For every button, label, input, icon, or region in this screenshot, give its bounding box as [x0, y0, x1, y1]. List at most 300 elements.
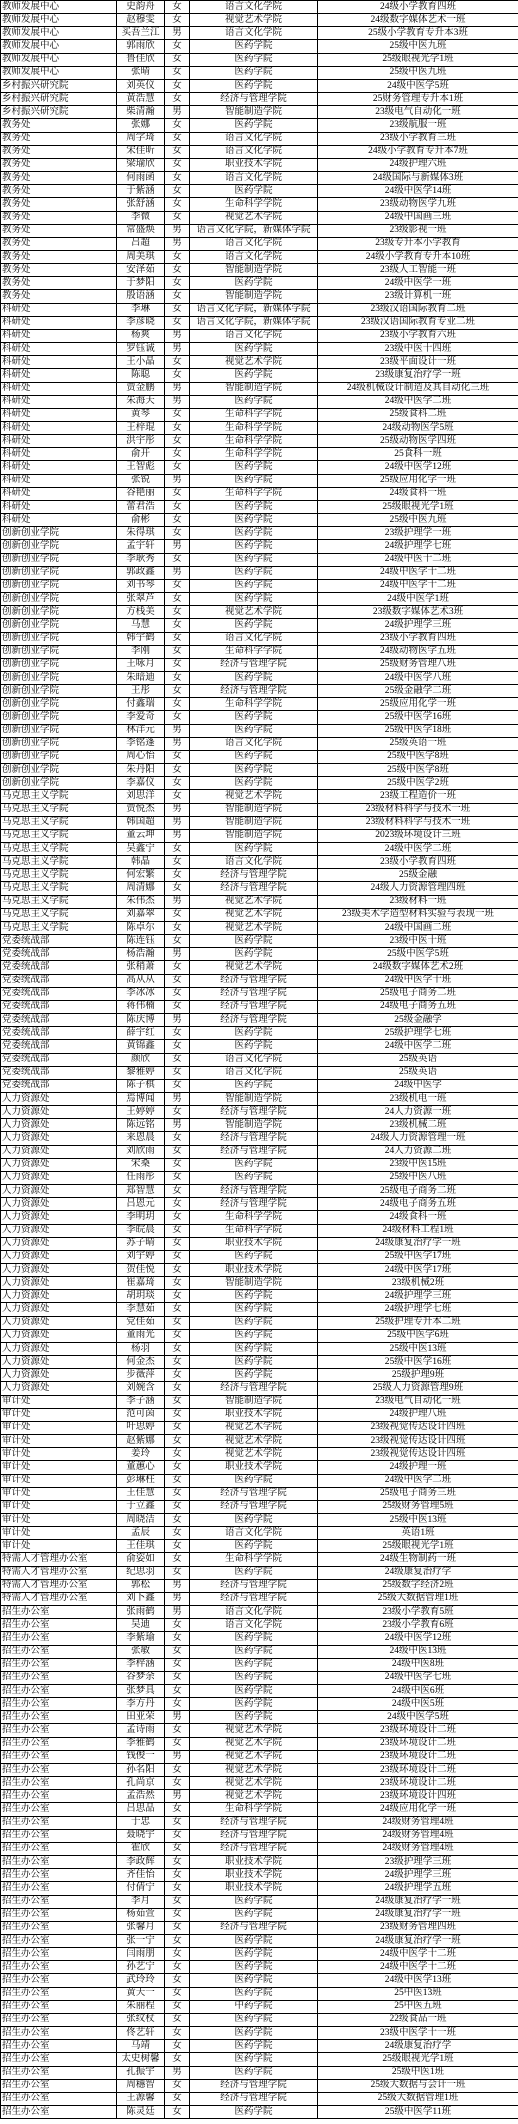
table-row — [1, 1829, 518, 1842]
gender-cell: 女 — [165, 1553, 190, 1566]
department-cell: 科研处 — [1, 435, 117, 448]
gender-cell: 女 — [165, 1737, 190, 1750]
college-cell: 医药学院 — [190, 1369, 318, 1382]
college-cell: 智能制造学院 — [190, 1119, 318, 1132]
college-cell: 医药学院 — [190, 1290, 318, 1303]
college-cell: 视觉艺术学院 — [190, 921, 318, 934]
college-cell: 医药学院 — [190, 1079, 318, 1092]
class-cell: 23级电气自动化一班 — [318, 1395, 518, 1408]
gender-cell: 女 — [165, 1198, 190, 1211]
college-cell: 医药学院 — [190, 1342, 318, 1355]
table-row — [1, 685, 518, 698]
department-cell: 特需人才管理办公室 — [1, 1592, 117, 1605]
college-cell: 视觉艺术学院 — [190, 1737, 318, 1750]
table-row — [1, 1329, 518, 1342]
department-cell: 教务处 — [1, 119, 117, 132]
name-cell: 黄天一 — [117, 1987, 165, 2000]
class-cell: 24级康复治疗学一班 — [318, 1908, 518, 1921]
gender-cell: 女 — [165, 1079, 190, 1092]
college-cell: 医药学院 — [190, 395, 318, 408]
class-cell: 23级专升本小学教育 — [318, 237, 518, 250]
department-cell: 招生办公室 — [1, 2079, 117, 2092]
gender-cell: 女 — [165, 869, 190, 882]
gender-cell: 男 — [165, 803, 190, 816]
table-row — [1, 737, 518, 750]
department-cell: 招生办公室 — [1, 1790, 117, 1803]
name-cell: 陈远铭 — [117, 1119, 165, 1132]
department-cell: 特需人才管理办公室 — [1, 1553, 117, 1566]
gender-cell: 女 — [165, 172, 190, 185]
gender-cell: 女 — [165, 211, 190, 224]
gender-cell: 女 — [165, 1000, 190, 1013]
college-cell: 经济与管理学院 — [190, 2092, 318, 2105]
gender-cell: 男 — [165, 1579, 190, 1592]
class-cell: 25级中医13班 — [318, 1513, 518, 1526]
class-cell: 25中医五班 — [318, 2000, 518, 2013]
table-row — [1, 1185, 518, 1198]
table-row — [1, 2079, 518, 2092]
name-cell: 朱丽程 — [117, 2000, 165, 2013]
gender-cell: 男 — [165, 1711, 190, 1724]
class-cell: 23级护理学一班 — [318, 527, 518, 540]
table-row — [1, 1290, 518, 1303]
college-cell: 医药学院 — [190, 1698, 318, 1711]
gender-cell: 女 — [165, 1724, 190, 1737]
table-row — [1, 895, 518, 908]
class-cell: 23级材料一班 — [318, 895, 518, 908]
table-row — [1, 764, 518, 777]
class-cell: 24级康复治疗学一班 — [318, 1934, 518, 1947]
college-cell: 经济与管理学院 — [190, 93, 318, 106]
college-cell: 经济与管理学院 — [190, 974, 318, 987]
name-cell: 谷艳丽 — [117, 487, 165, 500]
table-row — [1, 1474, 518, 1487]
department-cell: 招生办公室 — [1, 2106, 117, 2119]
college-cell: 视觉艺术学院 — [190, 790, 318, 803]
table-row — [1, 1645, 518, 1658]
class-cell: 25级眼视光学1班 — [318, 53, 518, 66]
college-cell: 生命科学学院 — [190, 487, 318, 500]
class-cell: 25级大数据管理1班 — [318, 2092, 518, 2105]
name-cell: 吴鑫宁 — [117, 843, 165, 856]
college-cell: 医药学院 — [190, 764, 318, 777]
name-cell: 安泽茹 — [117, 264, 165, 277]
name-cell: 杨爽 — [117, 329, 165, 342]
gender-cell: 女 — [165, 2092, 190, 2105]
name-cell: 焉博闻 — [117, 1092, 165, 1105]
name-cell: 史韵舟 — [117, 1, 165, 14]
college-cell: 职业技术学院 — [190, 1869, 318, 1882]
table-row — [1, 1316, 518, 1329]
name-cell: 聂晓宇 — [117, 1829, 165, 1842]
class-cell: 24级国际与新媒体3班 — [318, 172, 518, 185]
gender-cell: 男 — [165, 1606, 190, 1619]
college-cell: 医药学院 — [190, 540, 318, 553]
department-cell: 招生办公室 — [1, 2013, 117, 2026]
gender-cell: 男 — [165, 1092, 190, 1105]
department-cell: 党委统战部 — [1, 935, 117, 948]
table-row — [1, 790, 518, 803]
class-cell: 24级小学教育专升本10班 — [318, 250, 518, 263]
college-cell: 视觉艺术学院 — [190, 14, 318, 27]
department-cell: 创新创业学院 — [1, 553, 117, 566]
name-cell: 王咏月 — [117, 658, 165, 671]
table-row — [1, 1948, 518, 1961]
department-cell: 科研处 — [1, 343, 117, 356]
college-cell: 职业技术学院 — [190, 1408, 318, 1421]
class-cell: 23级小学教育5班 — [318, 1606, 518, 1619]
table-row — [1, 869, 518, 882]
department-cell: 审计处 — [1, 1474, 117, 1487]
class-cell: 23级中医十班 — [318, 935, 518, 948]
department-cell: 招生办公室 — [1, 1763, 117, 1776]
college-cell: 医药学院 — [190, 119, 318, 132]
name-cell: 韩晶 — [117, 856, 165, 869]
department-cell: 教务处 — [1, 198, 117, 211]
table-row — [1, 1132, 518, 1145]
table-row — [1, 1369, 518, 1382]
college-cell: 语言文化学院 — [190, 237, 318, 250]
gender-cell: 女 — [165, 290, 190, 303]
department-cell: 科研处 — [1, 303, 117, 316]
gender-cell: 女 — [165, 1856, 190, 1869]
college-cell: 医药学院 — [190, 1685, 318, 1698]
college-cell: 经济与管理学院 — [190, 987, 318, 1000]
gender-cell: 男 — [165, 737, 190, 750]
class-cell: 23级康复治疗学一班 — [318, 369, 518, 382]
name-cell: 李子涵 — [117, 1395, 165, 1408]
table-row — [1, 750, 518, 763]
department-cell: 招生办公室 — [1, 2027, 117, 2040]
class-cell: 23级环境设计四班 — [318, 1790, 518, 1803]
table-row — [1, 277, 518, 290]
name-cell: 柴清瀚 — [117, 106, 165, 119]
name-cell: 韩国超 — [117, 816, 165, 829]
name-cell: 蕾君浩 — [117, 500, 165, 513]
college-cell: 智能制造学院 — [190, 382, 318, 395]
department-cell: 审计处 — [1, 1487, 117, 1500]
gender-cell: 男 — [165, 329, 190, 342]
class-cell: 24级中医学14班 — [318, 185, 518, 198]
college-cell: 语言文化学院 — [190, 1066, 318, 1079]
gender-cell: 男 — [165, 1790, 190, 1803]
class-cell: 25级中医学11班 — [318, 2106, 518, 2119]
name-cell: 范可茵 — [117, 1408, 165, 1421]
class-cell: 24级中医6班 — [318, 1685, 518, 1698]
gender-cell: 女 — [165, 408, 190, 421]
department-cell: 招生办公室 — [1, 1895, 117, 1908]
department-cell: 人力资源处 — [1, 1237, 117, 1250]
gender-cell: 男 — [165, 237, 190, 250]
department-cell: 教务处 — [1, 185, 117, 198]
class-cell: 23级护理学三班 — [318, 1856, 518, 1869]
class-cell: 23级小学教育四班 — [318, 632, 518, 645]
class-cell: 23级视觉传达设计四班 — [318, 1421, 518, 1434]
department-cell: 教师发展中心 — [1, 40, 117, 53]
gender-cell: 女 — [165, 132, 190, 145]
name-cell: 王佳琪 — [117, 1540, 165, 1553]
name-cell: 来恩晨 — [117, 1132, 165, 1145]
department-cell: 教师发展中心 — [1, 66, 117, 79]
college-cell: 医药学院 — [190, 1908, 318, 1921]
table-row — [1, 1763, 518, 1776]
department-cell: 党委统战部 — [1, 948, 117, 961]
department-cell: 人力资源处 — [1, 1369, 117, 1382]
class-cell: 25级眼视光学1班 — [318, 500, 518, 513]
class-cell: 23级中医学十一班 — [318, 2027, 518, 2040]
department-cell: 人力资源处 — [1, 1277, 117, 1290]
name-cell: 佟艺轩 — [117, 2027, 165, 2040]
class-cell: 24级康复治疗学 — [318, 1566, 518, 1579]
table-row — [1, 1737, 518, 1750]
gender-cell: 女 — [165, 264, 190, 277]
class-cell: 25级中医学18班 — [318, 724, 518, 737]
class-cell: 25级中医学16班 — [318, 711, 518, 724]
name-cell: 张一宁 — [117, 1934, 165, 1947]
department-cell: 招生办公室 — [1, 1948, 117, 1961]
college-cell: 医药学院 — [190, 514, 318, 527]
name-cell: 杨茹萱 — [117, 1908, 165, 1921]
class-cell: 23级环境设计二班 — [318, 1763, 518, 1776]
name-cell: 杨羽 — [117, 1342, 165, 1355]
department-cell: 创新创业学院 — [1, 724, 117, 737]
department-cell: 科研处 — [1, 382, 117, 395]
class-cell: 24级护理六班 — [318, 158, 518, 171]
name-cell: 马靖 — [117, 2040, 165, 2053]
table-row — [1, 948, 518, 961]
department-cell: 招生办公室 — [1, 1908, 117, 1921]
gender-cell: 女 — [165, 843, 190, 856]
department-cell: 科研处 — [1, 422, 117, 435]
name-cell: 李梓涵 — [117, 1658, 165, 1671]
college-cell: 医药学院 — [190, 277, 318, 290]
gender-cell: 女 — [165, 750, 190, 763]
class-cell: 23级中医15班 — [318, 1158, 518, 1171]
department-cell: 招生办公室 — [1, 1777, 117, 1790]
college-cell: 经济与管理学院 — [190, 1106, 318, 1119]
gender-cell: 女 — [165, 619, 190, 632]
name-cell: 刘思洋 — [117, 790, 165, 803]
class-cell: 25级中医九班 — [318, 66, 518, 79]
table-row — [1, 1540, 518, 1553]
gender-cell: 男 — [165, 343, 190, 356]
name-cell: 李爱奇 — [117, 711, 165, 724]
table-row — [1, 777, 518, 790]
department-cell: 人力资源处 — [1, 1092, 117, 1105]
gender-cell: 男 — [165, 224, 190, 237]
college-cell: 语言文化学院 — [190, 172, 318, 185]
class-cell: 23级小学教育六班 — [318, 329, 518, 342]
college-cell: 智能制造学院 — [190, 290, 318, 303]
gender-cell: 女 — [165, 974, 190, 987]
gender-cell: 男 — [165, 895, 190, 908]
gender-cell: 女 — [165, 961, 190, 974]
class-cell: 25级眼视光学1班 — [318, 2053, 518, 2066]
college-cell: 生命科学学院 — [190, 1803, 318, 1816]
table-row — [1, 1895, 518, 1908]
gender-cell: 女 — [165, 2013, 190, 2026]
department-cell: 创新创业学院 — [1, 764, 117, 777]
department-cell: 教务处 — [1, 250, 117, 263]
department-cell: 招生办公室 — [1, 1724, 117, 1737]
college-cell: 智能制造学院 — [190, 106, 318, 119]
department-cell: 招生办公室 — [1, 2092, 117, 2105]
college-cell: 经济与管理学院 — [190, 1842, 318, 1855]
name-cell: 王源馨 — [117, 2092, 165, 2105]
department-cell: 马克思主义学院 — [1, 803, 117, 816]
department-cell: 特需人才管理办公室 — [1, 1566, 117, 1579]
gender-cell: 女 — [165, 1487, 190, 1500]
table-row — [1, 290, 518, 303]
name-cell: 党佳茹 — [117, 1316, 165, 1329]
class-cell: 24级材料工程1班 — [318, 1224, 518, 1237]
table-row — [1, 1342, 518, 1355]
table-row — [1, 316, 518, 329]
class-cell: 24级中医学一班 — [318, 277, 518, 290]
gender-cell: 男 — [165, 106, 190, 119]
name-cell: 李皖晨 — [117, 1224, 165, 1237]
department-cell: 人力资源处 — [1, 1316, 117, 1329]
table-row — [1, 132, 518, 145]
name-cell: 张晴 — [117, 66, 165, 79]
college-cell: 语言文化学院 — [190, 1619, 318, 1632]
class-cell: 24级康复治疗学 — [318, 2040, 518, 2053]
name-cell: 胡玥琰 — [117, 1290, 165, 1303]
class-cell: 25中医13班 — [318, 1987, 518, 2000]
gender-cell: 女 — [165, 1908, 190, 1921]
college-cell: 经济与管理学院 — [190, 1921, 318, 1934]
college-cell: 医药学院 — [190, 1250, 318, 1263]
name-cell: 吕思品 — [117, 1803, 165, 1816]
name-cell: 纪思羽 — [117, 1566, 165, 1579]
department-cell: 教师发展中心 — [1, 53, 117, 66]
college-cell: 医药学院 — [190, 843, 318, 856]
gender-cell: 女 — [165, 2106, 190, 2119]
class-cell: 24级财务管理4班 — [318, 1842, 518, 1855]
name-cell: 周穗智 — [117, 2079, 165, 2092]
gender-cell: 男 — [165, 1592, 190, 1605]
class-cell: 24级中医学12班 — [318, 1632, 518, 1645]
gender-cell: 女 — [165, 1777, 190, 1790]
table-row — [1, 593, 518, 606]
name-cell: 齐佳怡 — [117, 1869, 165, 1882]
college-cell: 语言文化学院 — [190, 1053, 318, 1066]
class-cell: 24级财务管理4班 — [318, 1829, 518, 1842]
gender-cell: 女 — [165, 1303, 190, 1316]
college-cell: 经济与管理学院 — [190, 1487, 318, 1500]
name-cell: 陈连钰 — [117, 935, 165, 948]
gender-cell: 女 — [165, 303, 190, 316]
gender-cell: 女 — [165, 1053, 190, 1066]
table-row — [1, 1566, 518, 1579]
gender-cell: 女 — [165, 1290, 190, 1303]
gender-cell: 女 — [165, 2040, 190, 2053]
college-cell: 视觉艺术学院 — [190, 1435, 318, 1448]
table-row — [1, 40, 518, 53]
college-cell: 智能制造学院 — [190, 264, 318, 277]
gender-cell: 女 — [165, 14, 190, 27]
department-cell: 招生办公室 — [1, 1803, 117, 1816]
college-cell: 生命科学学院 — [190, 698, 318, 711]
department-cell: 招生办公室 — [1, 1619, 117, 1632]
table-row — [1, 1237, 518, 1250]
name-cell: 马慧 — [117, 619, 165, 632]
name-cell: 洪宇彤 — [117, 435, 165, 448]
department-cell: 招生办公室 — [1, 1829, 117, 1842]
department-cell: 科研处 — [1, 461, 117, 474]
department-cell: 招生办公室 — [1, 1698, 117, 1711]
name-cell: 田亚荣 — [117, 1711, 165, 1724]
gender-cell: 女 — [165, 685, 190, 698]
college-cell: 视觉艺术学院 — [190, 1448, 318, 1461]
name-cell: 王小晶 — [117, 356, 165, 369]
table-row — [1, 27, 518, 40]
gender-cell: 男 — [165, 2066, 190, 2079]
class-cell: 23级环境设计二班 — [318, 1750, 518, 1763]
table-row — [1, 145, 518, 158]
class-cell: 24人力资源二班 — [318, 1145, 518, 1158]
table-row — [1, 1934, 518, 1947]
department-cell: 教师发展中心 — [1, 14, 117, 27]
name-cell: 郭松 — [117, 1579, 165, 1592]
name-cell: 张舒涵 — [117, 198, 165, 211]
table-row — [1, 185, 518, 198]
class-cell: 24级中医学十二班 — [318, 1948, 518, 1961]
name-cell: 吕恩元 — [117, 1198, 165, 1211]
gender-cell: 男 — [165, 816, 190, 829]
gender-cell: 男 — [165, 724, 190, 737]
department-cell: 审计处 — [1, 1408, 117, 1421]
gender-cell: 女 — [165, 1145, 190, 1158]
department-cell: 审计处 — [1, 1395, 117, 1408]
college-cell: 医药学院 — [190, 2066, 318, 2079]
table-row — [1, 803, 518, 816]
gender-cell: 男 — [165, 474, 190, 487]
name-cell: 李铭蓬 — [117, 737, 165, 750]
college-cell: 语言文化学院，新媒体学院 — [190, 224, 318, 237]
class-cell: 24级人力资源管理四班 — [318, 882, 518, 895]
gender-cell: 男 — [165, 1014, 190, 1027]
gender-cell: 女 — [165, 579, 190, 592]
department-cell: 特需人才管理办公室 — [1, 1579, 117, 1592]
class-cell: 24级护理八班 — [318, 1408, 518, 1421]
gender-cell: 女 — [165, 777, 190, 790]
gender-cell: 女 — [165, 1435, 190, 1448]
college-cell: 视觉艺术学院 — [190, 606, 318, 619]
department-cell: 创新创业学院 — [1, 777, 117, 790]
class-cell: 24级数字媒体艺术一班 — [318, 14, 518, 27]
department-cell: 招生办公室 — [1, 1882, 117, 1895]
name-cell: 黄锦鑫 — [117, 1040, 165, 1053]
table-row — [1, 1119, 518, 1132]
gender-cell: 女 — [165, 1461, 190, 1474]
class-cell: 25级中医八班 — [318, 1171, 518, 1184]
department-cell: 创新创业学院 — [1, 619, 117, 632]
class-cell: 23级数字媒体艺术3班 — [318, 606, 518, 619]
department-cell: 创新创业学院 — [1, 685, 117, 698]
table-row — [1, 329, 518, 342]
college-cell: 语言文化学院 — [190, 329, 318, 342]
college-cell: 生命科学学院 — [190, 1553, 318, 1566]
name-cell: 刘婉含 — [117, 1382, 165, 1395]
name-cell: 付倩宁 — [117, 1882, 165, 1895]
department-cell: 科研处 — [1, 514, 117, 527]
gender-cell: 女 — [165, 1645, 190, 1658]
name-cell: 李慧茹 — [117, 1303, 165, 1316]
department-cell: 创新创业学院 — [1, 750, 117, 763]
name-cell: 薛宇红 — [117, 1027, 165, 1040]
gender-cell: 女 — [165, 1658, 190, 1671]
